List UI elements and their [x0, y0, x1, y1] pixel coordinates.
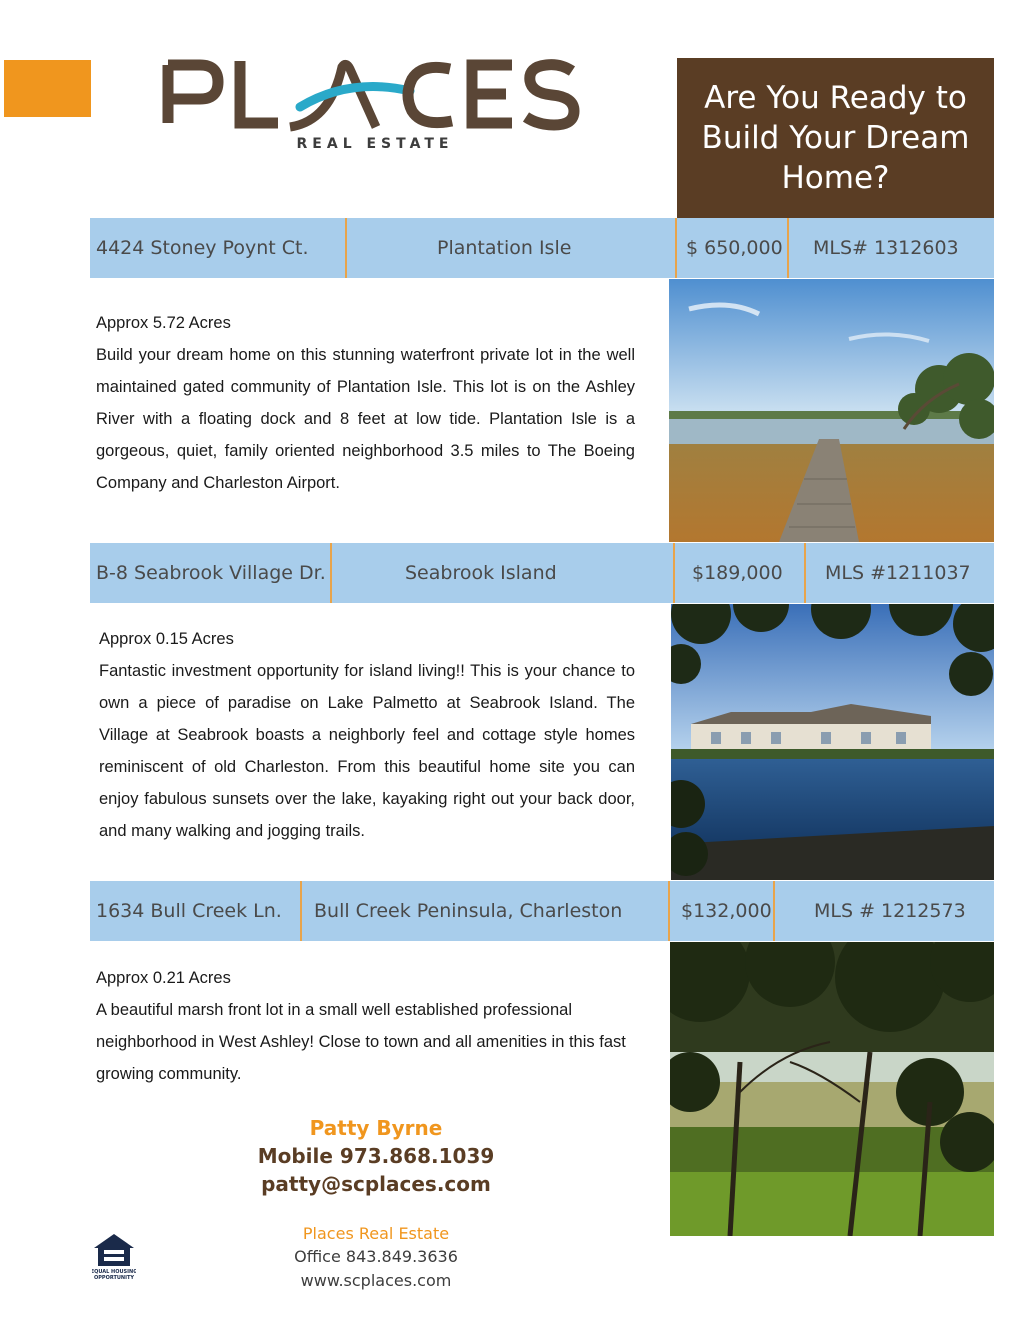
bar-divider [787, 218, 789, 278]
places-logo [160, 55, 590, 165]
listing-bar [90, 543, 994, 603]
listing-bar [90, 218, 994, 278]
eho-label-line1: EQUAL HOUSING [92, 1269, 136, 1275]
office-phone: Office 843.849.3636 [294, 1247, 458, 1266]
listing-acres: Approx 5.72 Acres [96, 314, 231, 332]
lake-village-photo [671, 604, 994, 880]
listing-mls: MLS # 1212573 [814, 900, 966, 922]
bar-divider [673, 543, 675, 603]
eho-label-line2: OPPORTUNITY [93, 1275, 135, 1280]
agent-email[interactable]: patty@scplaces.com [261, 1172, 491, 1196]
logo-wordmark [160, 55, 590, 135]
listing-text: A beautiful marsh front lot in a small well established professional neighborhood in West Ashley! Close to town and all amenities in this fast growing community. [96, 1001, 626, 1083]
listing-community: Seabrook Island [405, 562, 557, 584]
listing-mls: MLS #1211037 [825, 562, 971, 584]
bar-divider [345, 218, 347, 278]
bar-divider [675, 218, 677, 278]
listing-description [96, 962, 632, 1090]
listing-acres: Approx 0.21 Acres [96, 969, 231, 987]
listing-price: $132,000 [681, 900, 772, 922]
office-name: Places Real Estate [302, 1224, 450, 1243]
headline-text: Are You Ready to Build Your Dream Home? [701, 80, 970, 196]
listing-acres: Approx 0.15 Acres [99, 630, 234, 648]
listing-text: Fantastic investment opportunity for island living!! This is your chance to own a piece of paradise on Lake Palmetto at Seabrook Island. The Village at Seabrook boasts a neighborly feel and cottage style homes reminiscent of old Charleston. From this beautiful home site you can enjoy fabulous sunsets over the lake, kayaking right out your back door, and many walking and jogging trails. [99, 662, 635, 840]
logo-tagline: REAL ESTATE [296, 136, 454, 152]
bar-divider [804, 543, 806, 603]
bar-divider [330, 543, 332, 603]
listing-price: $ 650,000 [686, 237, 783, 259]
agent-mobile: Mobile 973.868.1039 [257, 1144, 495, 1168]
listing-description [99, 623, 635, 847]
orange-accent-block [4, 60, 91, 117]
listing-address: B-8 Seabrook Village Dr. [96, 562, 326, 584]
listing-bar [90, 881, 994, 941]
listing-price: $189,000 [692, 562, 783, 584]
bar-divider [668, 881, 670, 941]
bar-divider [300, 881, 302, 941]
listing-address: 4424 Stoney Poynt Ct. [96, 237, 309, 259]
listing-mls: MLS# 1312603 [813, 237, 959, 259]
listing-community: Plantation Isle [437, 237, 572, 259]
waterfront-dock-photo [669, 279, 994, 542]
listing-description [96, 307, 635, 499]
agent-name: Patty Byrne [309, 1116, 443, 1140]
bar-divider [773, 881, 775, 941]
marsh-oaks-photo [670, 942, 994, 1236]
office-website[interactable]: www.scplaces.com [300, 1271, 452, 1290]
listing-address: 1634 Bull Creek Ln. [96, 900, 282, 922]
listing-text: Build your dream home on this stunning waterfront private lot in the well maintained gated community of Plantation Isle. This lot is on the Ashley River with a floating dock and 8 feet at low tide. Plantation Isle is a gorgeous, quiet, family oriented neighborhood 3.5 miles to The Boeing Company and Charleston Airport. [96, 346, 635, 492]
listing-community: Bull Creek Peninsula, Charleston [314, 900, 623, 922]
headline-box [677, 58, 994, 218]
equal-housing-icon [92, 1232, 136, 1280]
